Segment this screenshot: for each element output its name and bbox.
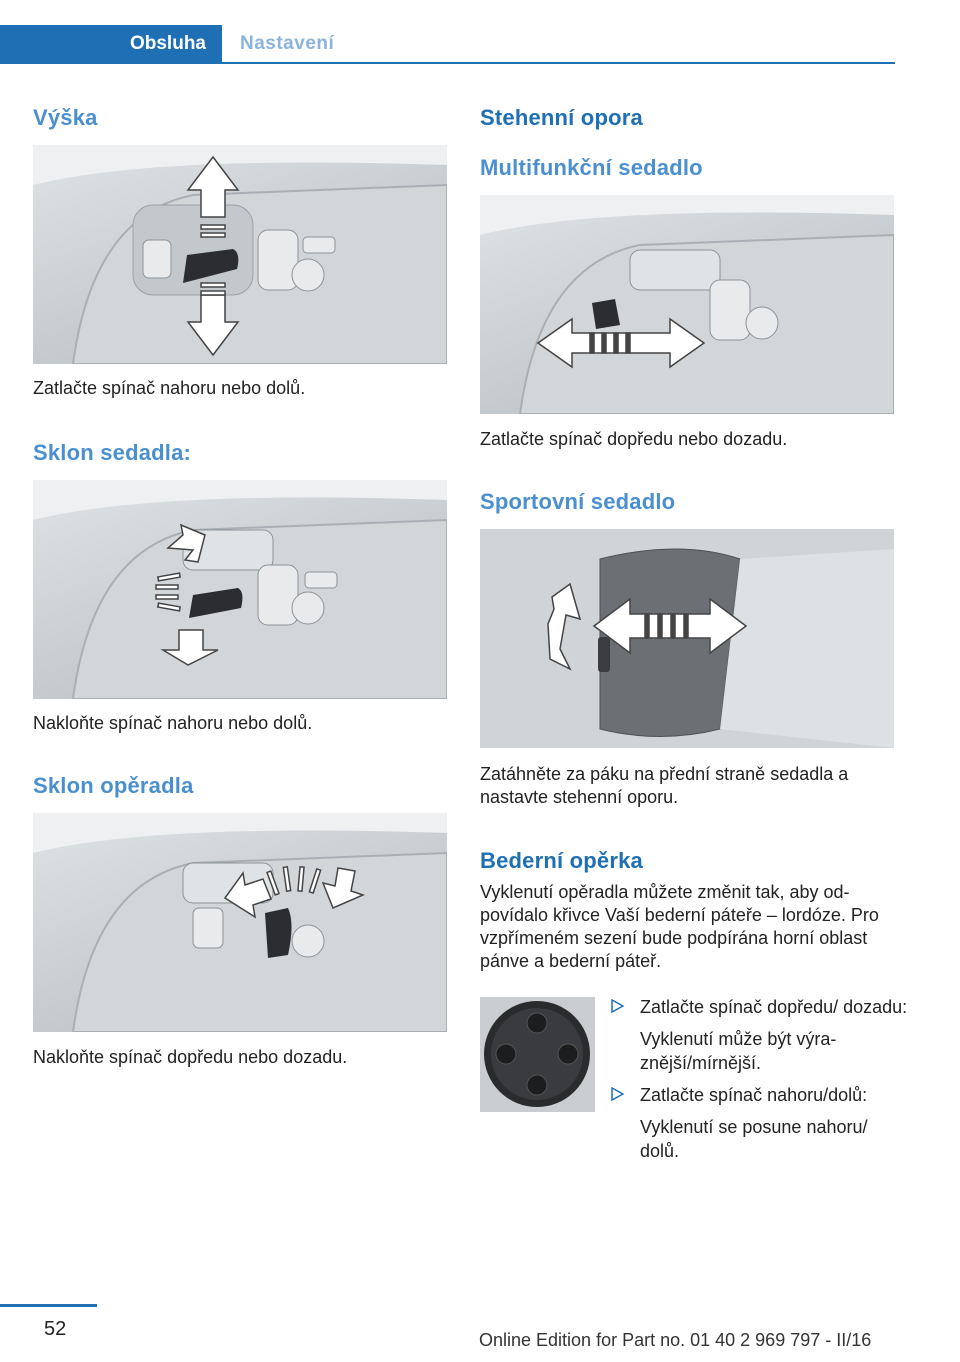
thigh-support-sport-illustration xyxy=(480,529,894,748)
triangle-bullet-icon xyxy=(610,1087,624,1101)
page-number: 52 xyxy=(44,1318,67,1340)
heading-sklon-sedadla: Sklon sedadla: xyxy=(33,440,192,465)
heading-stehenni-opora: Stehenní opora xyxy=(480,105,643,130)
edition-text: Online Edition for Part no. 01 40 2 969 797 - II/16 xyxy=(479,1330,872,1350)
heading-vyska: Výška xyxy=(33,105,98,130)
lumbar-instructions xyxy=(610,995,910,1171)
seat-tilt-illustration xyxy=(33,480,447,699)
bullet-sub: Vyklenutí může být výraznější/mírnější. xyxy=(640,1029,837,1073)
list-item xyxy=(610,995,910,1075)
figure-thigh-support-sport xyxy=(480,529,894,748)
caption-sklon-sedadla: Nakloňte spínač nahoru nebo dolů. xyxy=(33,713,313,733)
figure-seat-tilt xyxy=(33,480,447,699)
caption-sportovni: Zatáhněte za páku na přední straně sedadla a nastavte stehenní oporu. xyxy=(480,764,849,807)
bullet-label: Zatlačte spínač dopředu/ dozadu: xyxy=(640,997,908,1017)
footer-accent-line xyxy=(0,1304,97,1307)
lumbar-switch-illustration xyxy=(480,997,595,1112)
triangle-bullet-icon xyxy=(610,999,624,1013)
caption-vyska: Zatlačte spínač nahoru nebo dolů. xyxy=(33,378,306,398)
tab-obsluha[interactable]: Obsluha xyxy=(0,25,222,62)
bullet-label: Zatlačte spínač nahoru/dolů: xyxy=(640,1085,868,1105)
tab-nastaveni[interactable]: Nastavení xyxy=(240,32,335,54)
heading-bederni-operka: Bederní opěrka xyxy=(480,848,643,873)
heading-sportovni-sedadlo: Sportovní sedadlo xyxy=(480,489,676,514)
figure-seat-height xyxy=(33,145,447,364)
list-item xyxy=(610,1083,910,1163)
caption-multifunkcni: Zatlačte spínač dopředu nebo dozadu. xyxy=(480,429,788,449)
figure-thigh-support-multifunction xyxy=(480,195,894,414)
heading-multifunkcni-sedadlo: Multifunkční sedadlo xyxy=(480,155,703,180)
header-tabbar xyxy=(0,25,895,64)
backrest-tilt-illustration xyxy=(33,813,447,1032)
bullet-sub: Vyklenutí se posune nahoru/ dolů. xyxy=(640,1117,868,1161)
figure-lumbar-switch xyxy=(480,997,595,1112)
thigh-support-multifunction-illustration xyxy=(480,195,894,414)
caption-sklon-operadla: Nakloňte spínač dopředu nebo dozadu. xyxy=(33,1047,348,1067)
heading-sklon-operadla: Sklon opěradla xyxy=(33,773,194,798)
figure-backrest-tilt xyxy=(33,813,447,1032)
seat-height-illustration xyxy=(33,145,447,364)
bederni-description: Vyklenutí opěradla můžete změnit tak, aby odpovídalo křivce Vaší bederní páteře – lordóze. Pro vzpřímeném sezení bude podpírána horní oblast pánve a bederní páteř. xyxy=(480,882,879,971)
